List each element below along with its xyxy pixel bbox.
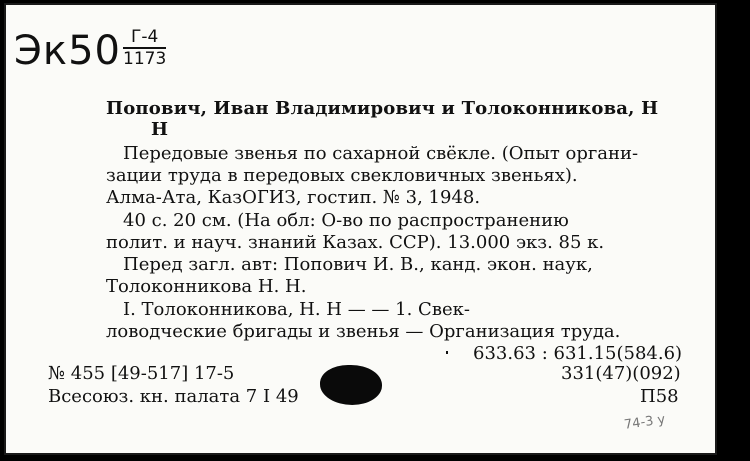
- publisher-note-line: полит. и науч. знаний Казах. ССР). 13.000 экз. 85 к.: [106, 232, 605, 253]
- price-code: П58: [640, 386, 679, 407]
- shelfmark-fraction: [123, 29, 166, 68]
- title-line-1: Передовые звенья по сахарной свёкле. (Опыт органи-: [123, 143, 639, 164]
- title-line-2: зации труда в передовых свекловичных звеньях).: [106, 165, 578, 186]
- author-heading-cont: Н: [151, 119, 169, 140]
- subject-line-1: I. Толоконникова, Н. Н — — 1. Свек-: [123, 299, 470, 320]
- pencil-scrawl: 74-3 у: [623, 412, 667, 433]
- udc-code: 331(47)(092): [561, 363, 681, 384]
- shelfmark-fraction-bottom: 1173: [123, 49, 167, 69]
- shelfmark-fraction-top: Г-4: [123, 29, 166, 49]
- author-note-line: Перед загл. авт: Попович И. В., канд. экон. наук,: [123, 254, 593, 275]
- chamber-stamp: Всесоюз. кн. палата 7 I 49: [48, 386, 299, 407]
- ink-blot: [320, 365, 382, 405]
- author-note-line-2: Толоконникова Н. Н.: [106, 276, 307, 297]
- classification-code: 633.63 : 631.15(584.6): [473, 343, 683, 364]
- author-heading: Попович, Иван Владимирович и Толоконникова, Н: [106, 98, 659, 119]
- catalog-card: [4, 3, 717, 455]
- imprint-line: Алма-Ата, КазОГИЗ, гостип. № 3, 1948.: [106, 187, 481, 208]
- collation-line: 40 с. 20 см. (На обл: О-во по распространению: [123, 210, 569, 231]
- card-number: № 455 [49-517] 17-5: [48, 363, 235, 384]
- shelfmark: Эк50: [14, 28, 121, 74]
- subject-line-2: ловодческие бригады и звенья — Организация труда.: [106, 321, 621, 342]
- ink-dot: [446, 351, 448, 354]
